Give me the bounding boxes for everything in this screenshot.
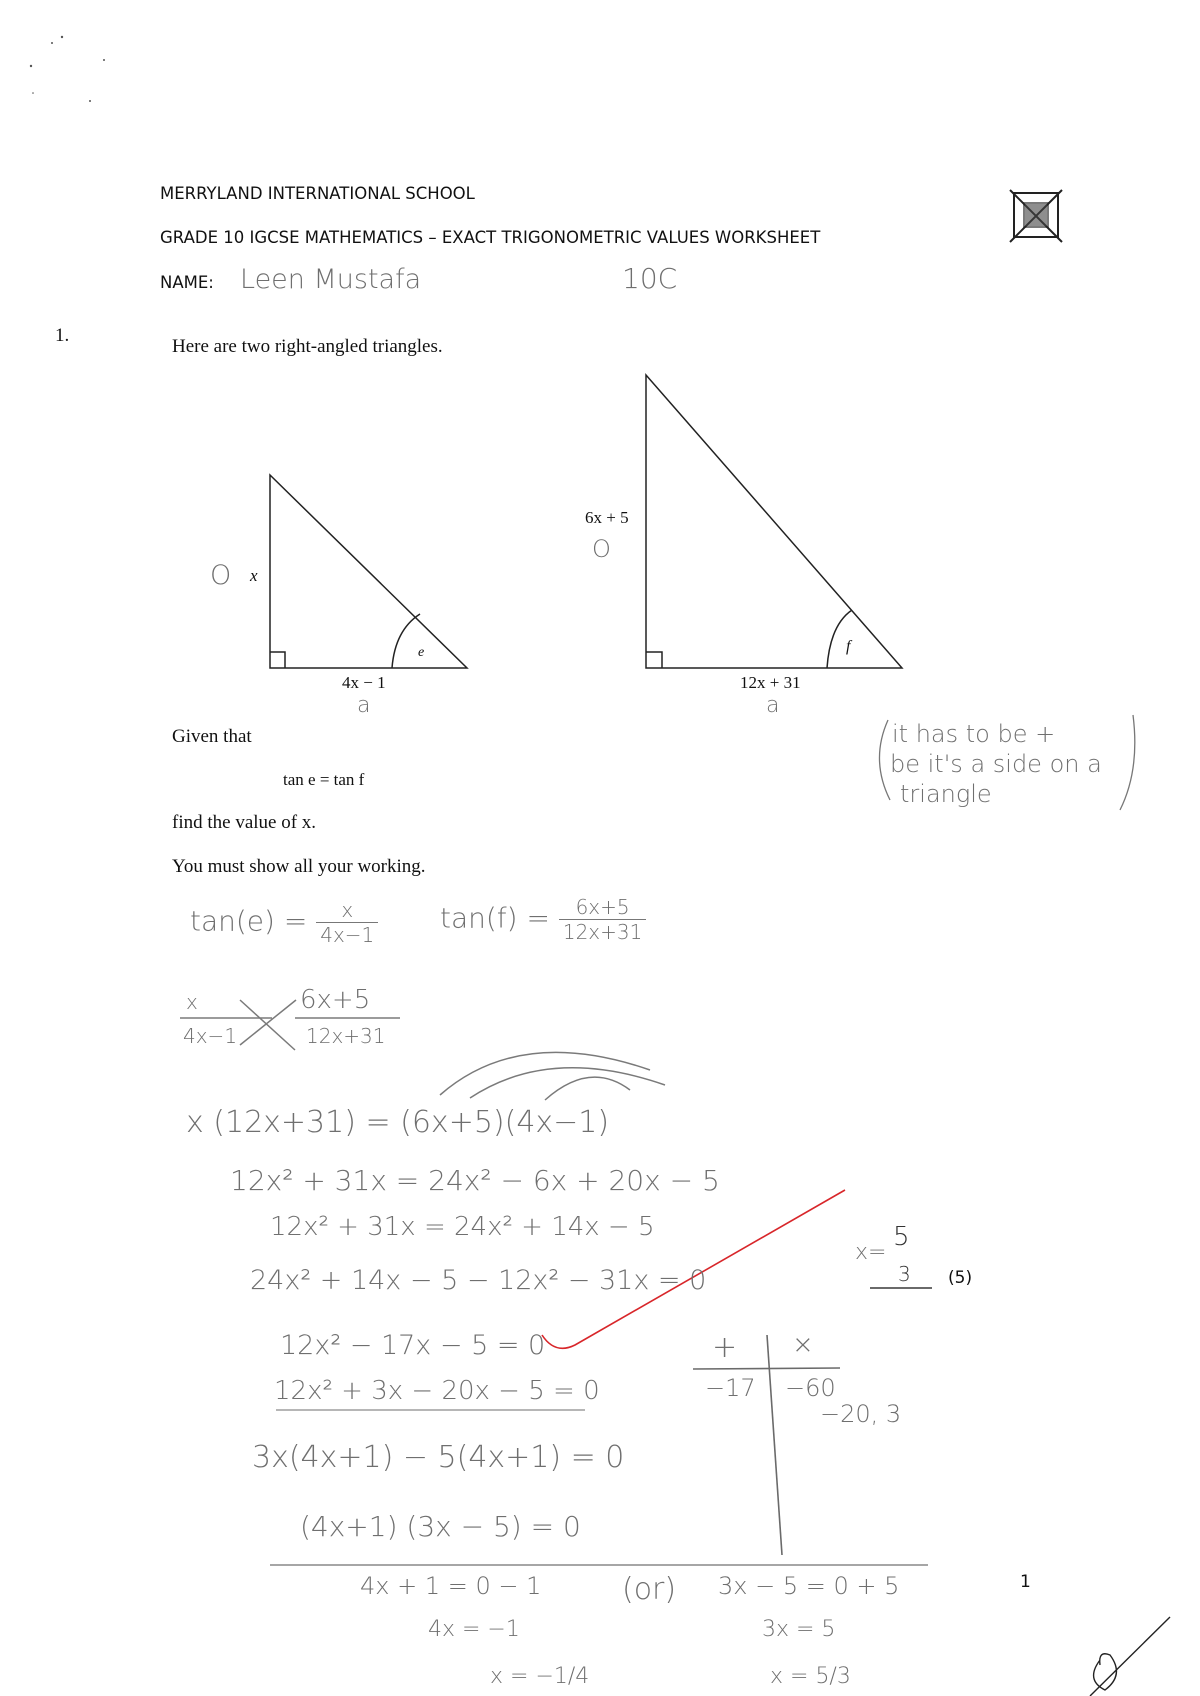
triangle-2-o-note: O: [592, 535, 611, 563]
triangle-1-a-note: a: [357, 693, 371, 718]
triangle-2: [646, 375, 902, 668]
triangle-1: [270, 475, 467, 668]
tan-f-denominator: 12x+31: [562, 920, 643, 944]
working-line-11-right: x = 5/3: [770, 1664, 851, 1689]
margin-note-line-2: be it's a side on a: [890, 750, 1102, 778]
working-line-6: 12x² + 3x − 20x − 5 = 0: [274, 1376, 600, 1406]
sum-product-table: [693, 1335, 840, 1555]
working-line-11-left: x = −1/4: [490, 1664, 590, 1689]
answer-numerator: 5: [893, 1222, 910, 1252]
question-intro: Here are two right-angled triangles.: [172, 336, 443, 357]
triangle-2-opposite-label: 6x + 5: [585, 508, 629, 527]
cross-right-denominator: 12x+31: [306, 1024, 386, 1048]
given-equation: tan e = tan f: [283, 770, 365, 789]
table-factors: −20, 3: [820, 1400, 902, 1428]
margin-note-line-3: triangle: [900, 780, 992, 808]
table-plus-header: +: [712, 1330, 738, 1365]
triangle-1-o-note: O: [210, 560, 232, 591]
triangle-1-angle-label: e: [418, 645, 425, 660]
working-line-5: 12x² − 17x − 5 = 0: [280, 1330, 546, 1361]
answer-denominator: 3: [898, 1262, 911, 1286]
cross-left-numerator: x: [186, 990, 198, 1014]
working-line-9-left: 4x + 1 = 0 − 1: [360, 1572, 542, 1600]
table-sum-value: −17: [705, 1374, 756, 1402]
triangle-2-angle-label: f: [846, 638, 851, 655]
cross-right-numerator: 6x+5: [300, 985, 371, 1015]
tan-f-fraction: [559, 895, 647, 944]
teacher-initials-scribble: [1090, 1617, 1170, 1696]
answer-x-label: x=: [855, 1240, 887, 1265]
cross-left-denominator: 4x−1: [183, 1024, 238, 1048]
triangle-1-adjacent-label: 4x − 1: [342, 673, 386, 692]
tan-e-fraction: [316, 898, 378, 947]
working-line-4: 24x² + 14x − 5 − 12x² − 31x = 0: [250, 1265, 707, 1296]
tan-f-lhs: tan(f) =: [440, 901, 550, 935]
scan-specks: [30, 36, 105, 102]
given-label: Given that: [172, 726, 252, 747]
tan-e-denominator: 4x−1: [320, 923, 375, 947]
page-number: 1: [1020, 1572, 1031, 1592]
expansion-arcs: [440, 1052, 665, 1100]
marks-label: (5): [948, 1268, 973, 1288]
working-line-1: x (12x+31) = (6x+5)(4x−1): [186, 1105, 610, 1140]
working-line-7: 3x(4x+1) − 5(4x+1) = 0: [252, 1440, 625, 1475]
margin-note-line-1: it has to be +: [892, 720, 1056, 748]
find-instruction: find the value of x.: [172, 812, 317, 833]
worksheet-title: GRADE 10 IGCSE MATHEMATICS – EXACT TRIGONOMETRIC VALUES WORKSHEET: [160, 228, 821, 247]
tan-e-definition: [190, 898, 378, 947]
tan-f-numerator: 6x+5: [559, 895, 647, 920]
school-name: MERRYLAND INTERNATIONAL SCHOOL: [160, 184, 475, 203]
triangle-1-opposite-label: x: [250, 566, 258, 585]
or-label: (or): [622, 1572, 677, 1607]
tan-e-lhs: tan(e) =: [190, 904, 308, 938]
question-number: 1.: [55, 325, 70, 346]
working-line-8: (4x+1) (3x − 5) = 0: [300, 1510, 581, 1543]
working-line-3: 12x² + 31x = 24x² + 14x − 5: [270, 1212, 655, 1242]
tan-e-numerator: x: [316, 898, 378, 923]
cross-box-stamp: [1010, 190, 1062, 242]
name-label: NAME:: [160, 273, 214, 292]
table-product-value: −60: [785, 1374, 836, 1402]
working-instruction: You must show all your working.: [172, 856, 426, 877]
table-times-header: ×: [792, 1330, 814, 1360]
working-line-9-right: 3x − 5 = 0 + 5: [718, 1572, 900, 1600]
working-line-10-right: 3x = 5: [762, 1617, 836, 1642]
working-line-10-left: 4x = −1: [428, 1617, 520, 1642]
working-line-2: 12x² + 31x = 24x² − 6x + 20x − 5: [230, 1164, 720, 1197]
triangle-2-adjacent-label: 12x + 31: [740, 673, 801, 692]
triangle-2-a-note: a: [766, 693, 780, 718]
tan-f-definition: [440, 895, 646, 944]
student-name: Leen Mustafa: [240, 264, 422, 295]
student-class: 10C: [622, 262, 678, 295]
